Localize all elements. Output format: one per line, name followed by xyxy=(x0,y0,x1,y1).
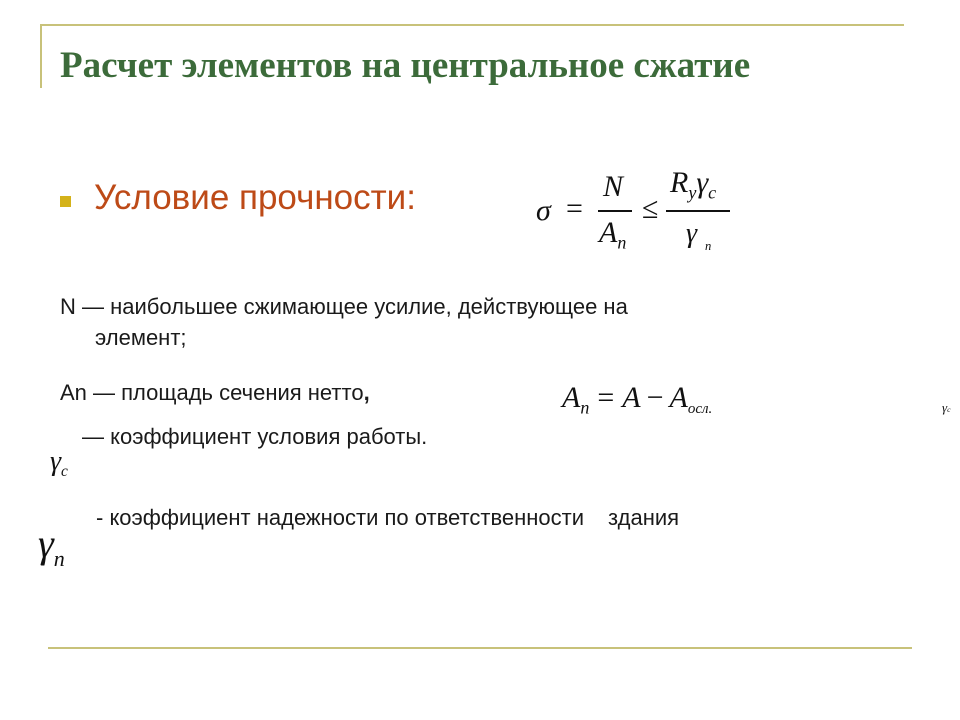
gamma-n-symbol: $\gamma_n$ xyxy=(38,521,65,571)
frame-left-line xyxy=(40,24,42,88)
slide-title: Расчет элементов на центральное сжатие xyxy=(60,45,751,86)
leq-sign: ≤ xyxy=(642,192,659,225)
net-area-formula: $A_n = A - A_{осл.}$ xyxy=(562,381,713,418)
numerator-n: N xyxy=(603,170,624,203)
bullet-square-icon xyxy=(60,196,71,207)
gamma-n-definition: - коэффициент надежности по ответственности здания xyxy=(96,505,680,530)
fraction-line-2 xyxy=(666,210,730,212)
frame-bottom-line xyxy=(48,647,912,649)
gamma-c-symbol: $\gamma_c$ xyxy=(50,446,68,481)
fraction-line-1 xyxy=(598,210,632,212)
condition-label: Условие прочности: xyxy=(94,178,416,217)
n-definition-line2: элемент; xyxy=(95,325,187,350)
equals-sign: = xyxy=(566,192,583,225)
frame-top-line xyxy=(40,24,904,26)
gamma-c-definition: — коэффициент условия работы. xyxy=(82,424,428,449)
an-definition: An — площадь сечения нетто, xyxy=(60,380,370,405)
gamma-c-small-symbol: γc xyxy=(942,400,951,415)
denominator-gamma-n: γ $_n$ xyxy=(686,218,712,253)
sigma-symbol: σ xyxy=(536,194,551,227)
denominator-a: $A_n$ xyxy=(599,216,627,253)
numerator-ry-gamma-c: $R_y\gamma_c$ xyxy=(670,166,717,203)
n-definition-line1: N — наибольшее сжимающее усилие, действующее на xyxy=(60,294,628,319)
